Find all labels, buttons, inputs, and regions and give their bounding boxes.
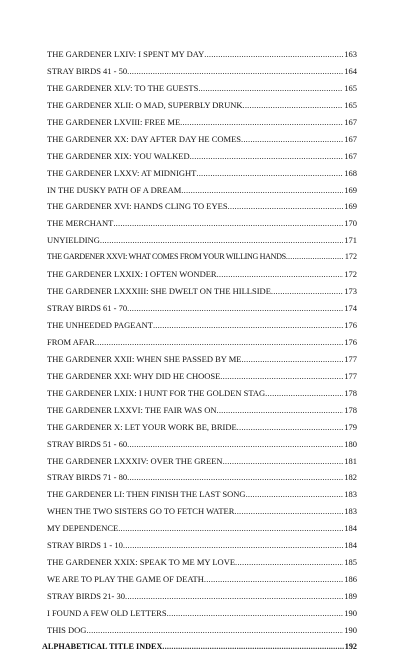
toc-entry[interactable] — [47, 622, 357, 639]
toc-entry-title: THE GARDENER XXI: WHY DID HE CHOOSE — [47, 370, 221, 381]
toc-entry-title: STRAY BIRDS 21- 30 — [47, 591, 126, 601]
toc-entry-title: THE GARDENER XLII: O MAD, SUPERBLY DRUNK — [47, 99, 243, 110]
toc-entry[interactable] — [47, 469, 357, 486]
toc-entry-title: THE GARDENER LXXVI: THE FAIR WAS ON — [47, 404, 217, 415]
toc-entry-title: WE ARE TO PLAY THE GAME OF DEATH — [47, 574, 204, 585]
toc-dot-leader — [167, 605, 344, 622]
toc-entry[interactable] — [47, 368, 357, 385]
toc-entry-page-number: 192 — [344, 641, 357, 651]
toc-entry-title: THE UNHEEDED PAGEANT — [47, 320, 153, 330]
toc-entry-page-number: 176 — [344, 320, 357, 330]
toc-entry-page-number: 177 — [344, 353, 357, 364]
toc-entry-title: THE GARDENER LXXIX: I OFTEN WONDER — [47, 269, 217, 280]
toc-entry-page-number: 167 — [344, 150, 357, 161]
toc-entry[interactable] — [47, 605, 357, 622]
toc-entry[interactable] — [47, 486, 357, 503]
toc-dot-leader — [234, 503, 343, 520]
toc-entry[interactable] — [47, 148, 357, 165]
toc-entry-page-number: 184 — [344, 523, 357, 534]
toc-dot-leader — [196, 165, 343, 182]
toc-entry-page-number: 190 — [344, 607, 357, 618]
toc-entry[interactable] — [47, 334, 357, 351]
toc-dot-leader — [217, 402, 344, 419]
toc-dot-leader — [86, 622, 343, 639]
toc-entry-page-number: 170 — [344, 218, 357, 229]
toc-entry-page-number: 178 — [344, 404, 357, 415]
toc-entry-page-number: 189 — [344, 591, 357, 601]
toc-entry-page-number: 177 — [344, 370, 357, 381]
toc-entry[interactable] — [47, 232, 357, 249]
toc-entry-page-number: 169 — [344, 201, 357, 212]
toc-entry[interactable] — [47, 114, 357, 131]
toc-entry-page-number: 183 — [344, 506, 357, 517]
toc-dot-leader — [127, 63, 343, 80]
toc-dot-leader — [153, 317, 343, 334]
toc-dot-leader — [243, 97, 344, 114]
toc-entry-title: UNYIELDING — [47, 235, 100, 246]
toc-entry[interactable] — [47, 503, 357, 520]
toc-entry[interactable] — [47, 537, 357, 554]
toc-dot-leader — [118, 520, 343, 537]
toc-entry-title: THE GARDENER LXXXIII: SHE DWELT ON THE HILLSIDE — [47, 286, 271, 297]
toc-entry-page-number: 167 — [344, 116, 357, 127]
toc-entry[interactable] — [47, 283, 357, 300]
toc-dot-leader — [204, 46, 343, 63]
toc-entry[interactable] — [47, 300, 357, 317]
toc-entry-title: WHEN THE TWO SISTERS GO TO FETCH WATER — [47, 506, 235, 517]
toc-entry-title: THE GARDENER LXIV: I SPENT MY DAY — [47, 49, 205, 59]
toc-entry[interactable] — [47, 63, 357, 80]
table-of-contents — [42, 46, 357, 656]
toc-entry-page-number: 173 — [344, 286, 357, 297]
toc-entry[interactable] — [47, 80, 357, 97]
toc-dot-leader — [265, 385, 343, 402]
toc-entry-page-number: 169 — [344, 184, 357, 195]
toc-dot-leader — [127, 469, 343, 486]
toc-entry[interactable] — [47, 419, 357, 436]
toc-entry-title: STRAY BIRDS 41 - 50 — [47, 65, 128, 76]
toc-dot-leader — [220, 368, 343, 385]
toc-entry[interactable] — [47, 520, 357, 537]
toc-entry-page-number: 178 — [344, 387, 357, 398]
toc-entry-title: THE GARDENER XXIX: SPEAK TO ME MY LOVE — [47, 557, 236, 568]
toc-dot-leader — [125, 588, 343, 605]
toc-entry-page-number: 171 — [344, 235, 357, 246]
toc-entry-page-number: 186 — [344, 574, 357, 585]
toc-entry[interactable] — [47, 317, 357, 334]
toc-entry-page-number: 182 — [344, 472, 357, 483]
toc-entry-page-number: 183 — [344, 489, 357, 500]
toc-dot-leader — [217, 266, 344, 283]
toc-entry-title: I FOUND A FEW OLD LETTERS — [47, 607, 167, 618]
toc-entry-page-number: 165 — [344, 99, 357, 110]
toc-dot-leader — [228, 198, 344, 215]
toc-entry-page-number: 172 — [344, 269, 357, 280]
toc-entry-page-number: 164 — [344, 65, 357, 76]
toc-entry-page-number: 174 — [344, 303, 357, 314]
toc-dot-leader — [100, 232, 343, 249]
toc-entry-page-number: 176 — [344, 336, 357, 347]
toc-dot-leader — [180, 114, 343, 131]
toc-dot-leader — [162, 639, 343, 656]
toc-dot-leader — [198, 80, 343, 97]
toc-entry[interactable] — [47, 182, 357, 199]
toc-entry-title: THE GARDENER XXII: WHEN SHE PASSED BY ME — [47, 353, 242, 364]
toc-entry-page-number: 168 — [344, 167, 357, 178]
toc-dot-leader — [223, 453, 344, 470]
toc-dot-leader — [95, 334, 343, 351]
toc-dot-leader — [286, 249, 344, 266]
toc-entry-page-number: 167 — [344, 133, 357, 144]
toc-dot-leader — [271, 283, 343, 300]
toc-entry[interactable] — [47, 351, 357, 368]
toc-entry-title: THE GARDENER XX: DAY AFTER DAY HE COMES — [47, 133, 242, 144]
toc-entry-title: THE GARDENER LXVIII: FREE ME — [47, 116, 181, 127]
toc-entry-title: STRAY BIRDS 1 - 10 — [47, 540, 123, 551]
toc-dot-leader — [237, 419, 344, 436]
toc-entry[interactable] — [47, 436, 357, 453]
toc-entry-title: THE GARDENER XIX: YOU WALKED — [47, 150, 190, 161]
toc-dot-leader — [241, 131, 343, 148]
toc-dot-leader — [127, 300, 343, 317]
toc-entry-page-number: 165 — [344, 82, 357, 93]
toc-entry[interactable] — [47, 266, 357, 283]
toc-dot-leader — [113, 215, 343, 232]
toc-dot-leader — [246, 486, 344, 503]
toc-entry-title: THE GARDENER XXVI: WHAT COMES FROM YOUR WILLING HANDS — [47, 252, 286, 262]
toc-entry[interactable] — [47, 554, 357, 571]
toc-entry-page-number: 181 — [344, 455, 357, 466]
toc-entry-title: THE GARDENER LXIX: I HUNT FOR THE GOLDEN STAG — [47, 387, 266, 398]
toc-entry-title: THIS DOG — [47, 624, 87, 635]
toc-entry-title: MY DEPENDENCE — [47, 523, 119, 534]
toc-entry-page-number: 185 — [344, 557, 357, 568]
toc-entry-title: STRAY BIRDS 51 - 60 — [47, 438, 128, 449]
toc-entry[interactable] — [47, 198, 357, 215]
toc-entry[interactable] — [47, 131, 357, 148]
toc-entry-title: THE GARDENER LXXXIV: OVER THE GREEN — [47, 455, 223, 466]
toc-entry[interactable] — [47, 249, 357, 266]
toc-entry[interactable] — [47, 453, 357, 470]
toc-dot-leader — [123, 537, 343, 554]
toc-entry[interactable] — [47, 165, 357, 182]
toc-dot-leader — [181, 182, 343, 199]
toc-entry-title: THE MERCHANT — [47, 218, 114, 229]
toc-entry[interactable] — [47, 97, 357, 114]
toc-dot-leader — [235, 554, 343, 571]
toc-entry-page-number: 184 — [344, 540, 357, 551]
toc-entry[interactable] — [47, 588, 357, 605]
toc-entry[interactable] — [42, 639, 357, 656]
toc-entry-title: FROM AFAR — [47, 336, 95, 347]
toc-entry-page-number: 163 — [344, 49, 357, 59]
toc-entry-title: THE GARDENER X: LET YOUR WORK BE, BRIDE — [47, 421, 237, 432]
toc-entry-title: ALPHABETICAL TITLE INDEX — [42, 641, 163, 651]
toc-entry[interactable] — [47, 402, 357, 419]
toc-entry-title: IN THE DUSKY PATH OF A DREAM — [47, 184, 182, 195]
toc-dot-leader — [127, 436, 343, 453]
toc-dot-leader — [241, 351, 343, 368]
toc-entry-title: THE GARDENER XVI: HANDS CLING TO EYES — [47, 201, 228, 212]
toc-entry[interactable] — [47, 385, 357, 402]
toc-entry[interactable] — [47, 215, 357, 232]
toc-entry-page-number: 180 — [344, 438, 357, 449]
toc-entry[interactable] — [47, 46, 357, 63]
toc-entry-title: STRAY BIRDS 61 - 70 — [47, 303, 128, 314]
toc-entry[interactable] — [47, 571, 357, 588]
toc-entry-page-number: 179 — [344, 421, 357, 432]
toc-dot-leader — [204, 571, 343, 588]
toc-entry-title: THE GARDENER LI: THEN FINISH THE LAST SONG — [47, 489, 246, 500]
toc-entry-title: THE GARDENER XLV: TO THE GUESTS — [47, 82, 199, 93]
toc-entry-page-number: 190 — [344, 624, 357, 635]
toc-entry-page-number: 172 — [344, 252, 357, 262]
toc-entry-title: STRAY BIRDS 71 - 80 — [47, 472, 128, 483]
toc-dot-leader — [190, 148, 344, 165]
toc-entry-title: THE GARDENER LXXV: AT MIDNIGHT — [47, 167, 197, 178]
